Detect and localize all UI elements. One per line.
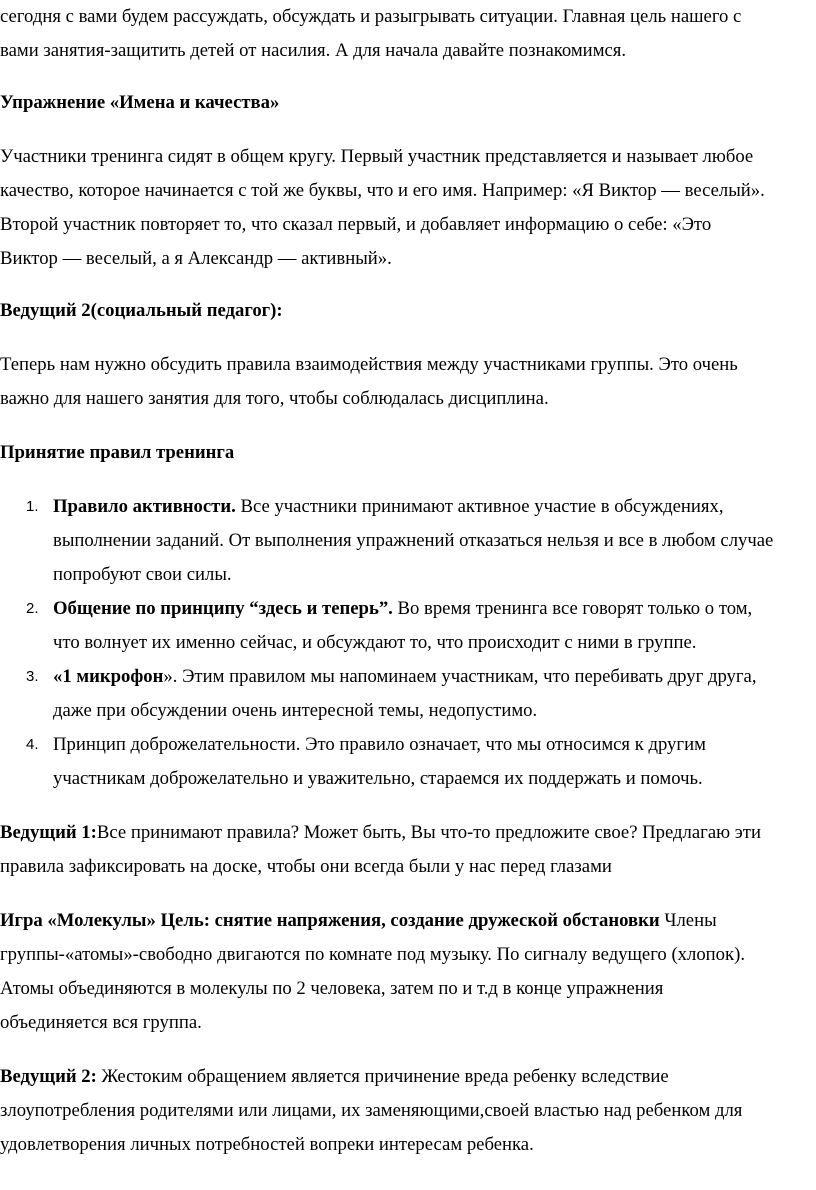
exercise-heading-text: Упражнение «Имена и качества»	[0, 92, 280, 113]
list-number: 4.	[26, 736, 39, 753]
exercise-line-3: Второй участник повторяет то, что сказал первый, и добавляет информацию о себе: «Это	[0, 214, 712, 235]
game-line-2: группы-«атомы»-свободно двигаются по комнате под музыку. По сигналу ведущего (хлопок).	[0, 944, 745, 965]
rule-3-line-2: даже при обсуждении очень интересной темы, недопустимо.	[53, 700, 538, 721]
game-line-4: объединяется вся группа.	[0, 1012, 202, 1033]
rule-2-line-1: Во время тренинга все говорят только о том,	[392, 598, 753, 619]
rule-2-title: Общение по принципу “здесь и теперь”.	[53, 598, 393, 619]
exercise-line-4: Виктор — веселый, а я Александр — активный».	[0, 248, 392, 269]
rule-1-title: Правило активности.	[53, 496, 236, 517]
rule-4-line-1: Принцип доброжелательности. Это правило означает, что мы относимся к другим	[53, 734, 706, 755]
host2-final-line-2: злоупотребления родителями или лицами, их заменяющими,своей властью над ребенком для	[0, 1100, 743, 1121]
intro-line-1: сегодня с вами будем рассуждать, обсуждать и разыгрывать ситуации. Главная цель нашего с	[0, 6, 742, 27]
exercise-paragraph	[0, 140, 816, 276]
host2-heading	[0, 294, 816, 328]
host1-paragraph	[0, 816, 816, 884]
host2-heading-text: Ведущий 2(социальный педагог):	[0, 300, 283, 321]
game-title: Игра «Молекулы» Цель: снятие напряжения, создание дружеской обстановки	[0, 910, 660, 931]
game-line-3: Атомы объединяются в молекулы по 2 человека, затем по и т.д в конце упражнения	[0, 978, 664, 999]
host1-line-2: правила зафиксировать на доске, чтобы они всегда были у нас перед глазами	[0, 856, 612, 877]
host2-final-line-1: Жестоким обращением является причинение вреда ребенку вследствие	[96, 1066, 669, 1087]
host1-line-1: Все принимают правила? Может быть, Вы что-то предложите свое? Предлагаю эти	[96, 822, 761, 843]
rule-3-title: «1 микрофон	[53, 666, 164, 687]
game-line-1: Члены	[659, 910, 717, 931]
host1-label: Ведущий 1:	[0, 822, 97, 843]
host2-final-line-3: удовлетворения личных потребностей вопреки интересам ребенка.	[0, 1134, 534, 1155]
host2-line-2: важно для нашего занятия для того, чтобы соблюдалась дисциплина.	[0, 388, 549, 409]
host2-paragraph	[0, 348, 816, 416]
rule-2-line-2: что волнует их именно сейчас, и обсуждают то, что происходит с ними в группе.	[53, 632, 697, 653]
host2-final-paragraph	[0, 1060, 816, 1162]
list-number: 3.	[26, 668, 39, 685]
rules-heading-text: Принятие правил тренинга	[0, 442, 235, 463]
rule-1-line-2: выполнении заданий. От выполнения упражнений отказаться нельзя и все в любом случае	[53, 530, 774, 551]
rules-heading	[0, 436, 816, 470]
list-number: 1.	[26, 498, 39, 515]
intro-line-2: вами занятия-защитить детей от насилия. А для начала давайте познакомимся.	[0, 40, 627, 61]
exercise-heading	[0, 86, 816, 120]
host2-final-label: Ведущий 2:	[0, 1066, 97, 1087]
rule-4-line-2: участникам доброжелательно и уважительно, стараемся их поддержать и помочь.	[53, 768, 703, 789]
rule-1-line-3: попробуют свои силы.	[53, 564, 232, 585]
game-paragraph	[0, 904, 816, 1040]
rule-3-line-1: ». Этим правилом мы напоминаем участникам, что перебивать друг друга,	[163, 666, 757, 687]
intro-paragraph	[0, 0, 816, 68]
host2-line-1: Теперь нам нужно обсудить правила взаимодействия между участниками группы. Это очень	[0, 354, 738, 375]
exercise-line-2: качество, которое начинается с той же буквы, что и его имя. Например: «Я Виктор — веселый».	[0, 180, 765, 201]
exercise-line-1: Участники тренинга сидят в общем кругу. Первый участник представляется и называет любое	[0, 146, 754, 167]
list-number: 2.	[26, 600, 39, 617]
rule-1-line-1: Все участники принимают активное участие в обсуждениях,	[235, 496, 724, 517]
